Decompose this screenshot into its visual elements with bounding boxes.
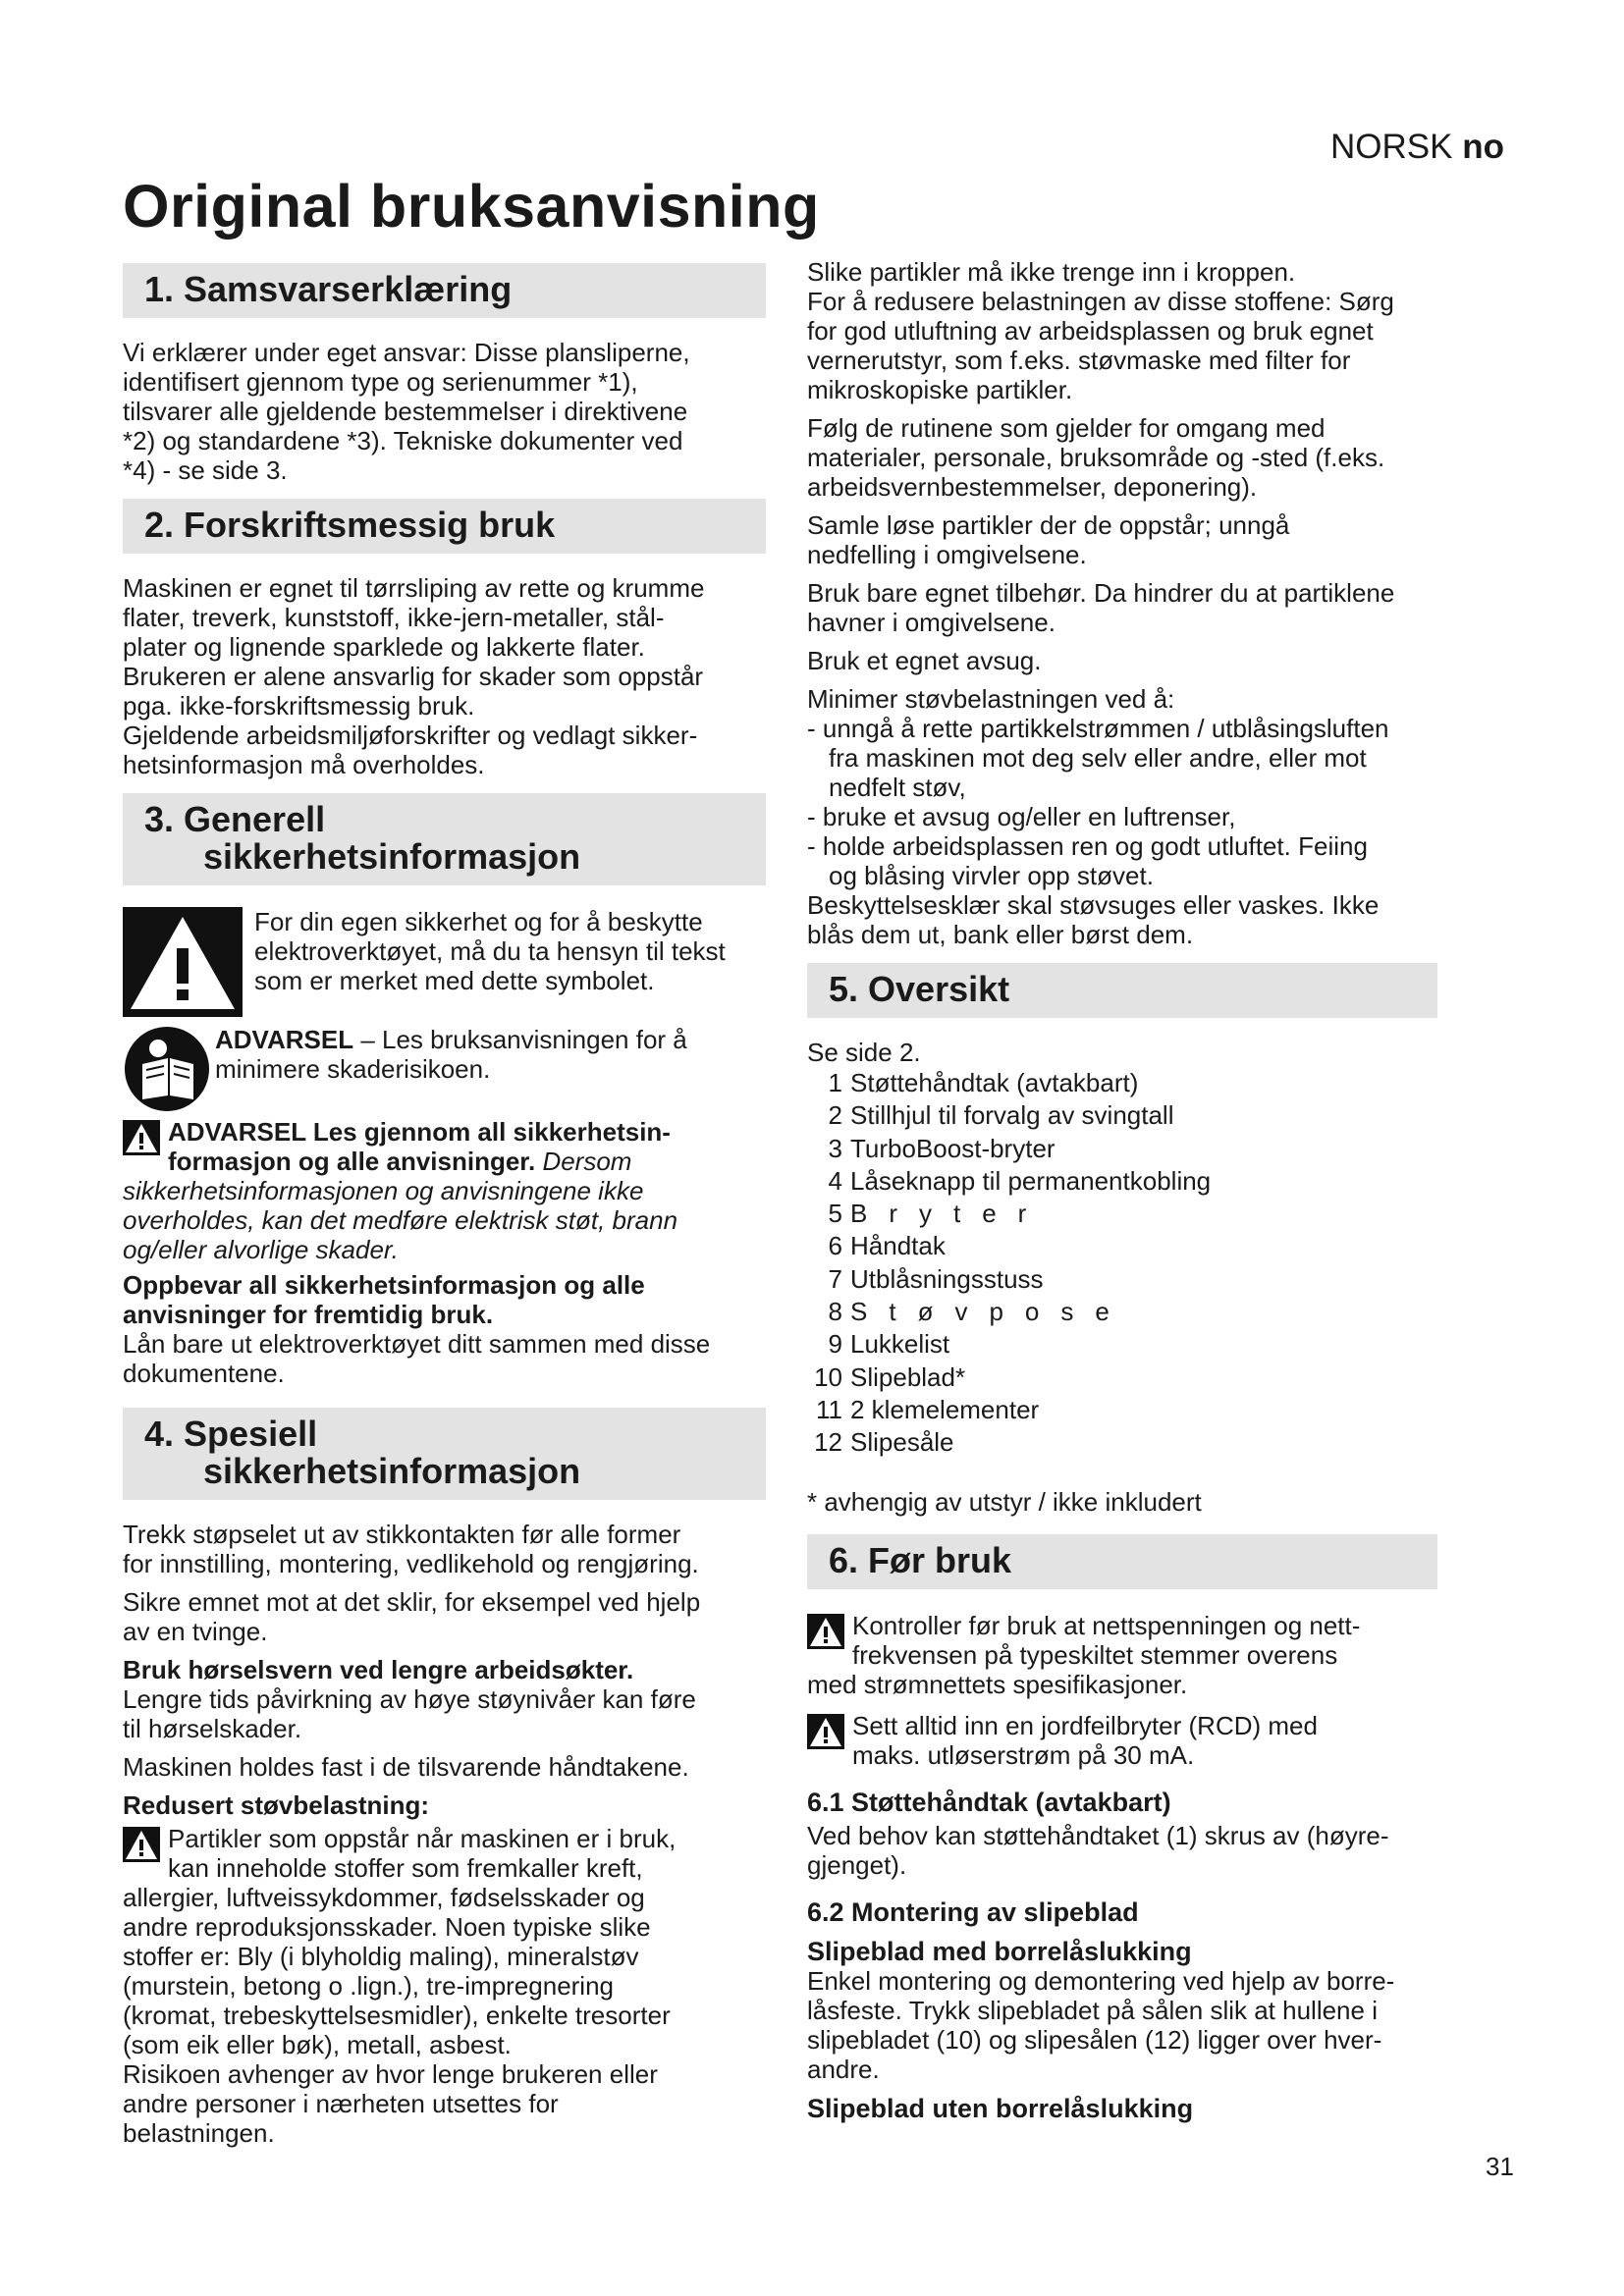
page-number: 31 (1486, 2152, 1514, 2181)
conformity-text: Vi erklærer under eget ansvar: Disse plansliperne, identifisert gjennom type og serienummer *1), tilsvarer alle gjeldende bestemmelser i direktivene *2) og standardene *3). Tekniske dokumenter ved *4) - se side 3. (123, 338, 690, 485)
overview-list (807, 1067, 1455, 1460)
section-heading-2: 2. Forskriftsmessig bruk (123, 499, 766, 554)
read-manual-icon (123, 1025, 211, 1113)
section-heading-3: 3. Generell sikkerhetsinformasjon (123, 793, 766, 885)
subheading-6-1: 6.1 Støttehåndtak (avtakbart) (807, 1787, 1171, 1817)
overview-footnote: * avhengig av utstyr / ikke inkludert (807, 1486, 1202, 1517)
non-velcro-heading: Slipeblad uten borrelåslukking (807, 2093, 1194, 2123)
section-heading-4: 4. Spesiell sikkerhetsinformasjon (123, 1408, 766, 1500)
list-item: 7 Utblåsningsstuss (828, 1263, 1044, 1294)
collect-particles-text: Samle løse partikler der de oppstår; unngå nedfelling i omgivelsene. (807, 510, 1290, 569)
list-item: 11 2 klemelementer (816, 1394, 1040, 1424)
symbol-explanation: For din egen sikkerhet og for å beskytte elektroverktøyet, må du ta hensyn til tekst som er merket med dette symbolet. (123, 907, 766, 1021)
warning-triangle-icon (123, 1120, 160, 1155)
extraction-text: Bruk et egnet avsug. (807, 646, 1042, 675)
general-warning: ADVARSEL Les gjennom all sikkerhetsin- formasjon og alle anvisninger. Dersom sikkerhetsinformasjonen og anvisningene ikke overholdes, kan det medføre elektrisk støt, brann og/eller alvorlige skader. (123, 1117, 678, 1264)
dust-list-item: - unngå å rette partikkelstrømmen / utblåsingsluften fra maskinen mot deg selv eller andre, eller mot nedfelt støv, (807, 714, 1389, 802)
list-item: 8 Støvpose (828, 1297, 1131, 1327)
velcro-heading: Slipeblad med borrelåslukking (807, 1936, 1192, 1966)
hold-machine-text: Maskinen holdes fast i de tilsvarende håndtakene. (123, 1752, 689, 1782)
routines-text: Følg de rutinene som gjelder for omgang med materialer, personale, bruksområde og -sted (f.eks. arbeidsvernbestemmelser, deponering). (807, 413, 1385, 502)
list-item: 12 Slipesåle (814, 1427, 954, 1458)
language-code: no (1462, 128, 1504, 166)
list-item: 5 Bryter (828, 1199, 1049, 1229)
dust-list-item: - holde arbeidsplassen ren og godt utluftet. Feiing og blåsing virvler opp støvet. (807, 831, 1368, 890)
dust-heading: Redusert støvbelastning: (123, 1790, 430, 1820)
list-item: 10 Slipeblad* (814, 1362, 966, 1392)
list-item: 6 Håndtak (828, 1231, 946, 1261)
list-item: 2 Stillhjul til forvalg av svingtall (828, 1100, 1174, 1131)
voltage-warning: Kontroller før bruk at nettspenningen og nett- frekvensen på typeskiltet stemmer overens med strømnettets spesifikasjoner. (807, 1610, 1361, 1699)
warning-triangle-icon (123, 1827, 160, 1862)
section-heading-1: 1. Samsvarserklæring (123, 263, 766, 318)
subheading-6-2: 6.2 Montering av slipeblad (807, 1896, 1139, 1927)
intended-use-text: Maskinen er egnet til tørrsliping av rette og krumme flater, treverk, kunststoff, ikke-jern-metaller, stål- plater og lignende sparklede og lakkerte flater. (123, 573, 705, 662)
language-text: NORSK (1330, 128, 1453, 166)
section-heading-6: 6. Før bruk (807, 1534, 1437, 1589)
dust-warning: Partikler som oppstår når maskinen er i bruk, kan inneholde stoffer som fremkaller kreft, allergier, luftveissykdommer, fødselsskader og andre reproduksjonsskader. Noen typiske slike stoffer er: Bly (i blyholdig maling), mineralstøv (murstein, betong o .lign.), tre-impregnering (kromat, trebeskyttelsesmidler), enkelte tresorter (som eik eller bøk), metall, asbest. Risikoen avhenger av hvor lenge brukeren eller andre personer i nærheten utsettes for belastningen. (123, 1824, 677, 2148)
read-manual-warning: ADVARSEL – Les bruksanvisningen for å minimere skaderisikoen. (123, 1025, 766, 1113)
overview-intro: Se side 2. (807, 1038, 921, 1067)
rcd-warning: Sett alltid inn en jordfeilbryter (RCD) med maks. utløserstrøm på 30 mA. (807, 1711, 1455, 1770)
list-item: 3 TurboBoost-bryter (828, 1133, 1056, 1163)
page-title: Original bruksanvisning (123, 173, 820, 240)
warning-triangle-icon (807, 1714, 844, 1749)
language-label (1330, 128, 1504, 167)
left-column (123, 263, 766, 2148)
keep-instructions: Oppbevar all sikkerhetsinformasjon og alle anvisninger for fremtidig bruk. Lån bare ut elektroverktøyet ditt sammen med disse dokumentene. (123, 1270, 711, 1388)
regulations-text: Gjeldende arbeidsmiljøforskrifter og vedlagt sikker- hetsinformasjon må overholdes. (123, 721, 698, 779)
list-item: 9 Lukkelist (828, 1329, 950, 1360)
velcro-text: Enkel montering og demontering ved hjelp av borre- låsfeste. Trykk slipebladet på sålen slik at hullene i slipebladet (10) og slipesålen (12) ligger over hver- andre. (807, 1965, 1395, 2084)
list-item: 4 Låseknapp til permanentkobling (828, 1165, 1212, 1196)
section-heading-5: 5. Oversikt (807, 963, 1437, 1018)
particles-text: Slike partikler må ikke trenge inn i kroppen. For å redusere belastningen av disse stoffene: Sørg for god utluftning av arbeidsplassen og bruk egnet vernerutstyr, som f.eks. støvmaske med filter for mikroskopiske partikler. (807, 257, 1394, 404)
secure-workpiece-text: Sikre emnet mot at det sklir, for eksempel ved hjelp av en tvinge. (123, 1587, 701, 1646)
support-handle-text: Ved behov kan støttehåndtaket (1) skrus av (høyre- gjenget). (807, 1820, 1389, 1880)
accessories-text: Bruk bare egnet tilbehør. Da hindrer du at partiklene havner i omgivelsene. (807, 578, 1395, 637)
hearing-protection-text: Bruk hørselsvern ved lengre arbeidsøkter. Lengre tids påvirkning av høye støynivåer kan føre til hørselskader. (123, 1655, 696, 1743)
right-column (807, 257, 1455, 2123)
clothes-text: Beskyttelsesklær skal støvsuges eller vaskes. Ikke blås dem ut, bank eller børst dem. (807, 890, 1380, 949)
unplug-text: Trekk støpselet ut av stikkontakten før alle former for innstilling, montering, vedlikehold og rengjøring. (123, 1520, 699, 1578)
list-item: 1 Støttehåndtak (avtakbart) (828, 1068, 1139, 1097)
warning-triangle-icon (807, 1614, 844, 1649)
minimize-dust-text: Minimer støvbelastningen ved å: (807, 684, 1175, 714)
responsibility-text: Brukeren er alene ansvarlig for skader som oppstår pga. ikke-forskriftsmessig bruk. (123, 662, 704, 721)
dust-list-item: - bruke et avsug og/eller en luftrenser, (807, 802, 1236, 831)
warning-triangle-icon (123, 907, 243, 1017)
